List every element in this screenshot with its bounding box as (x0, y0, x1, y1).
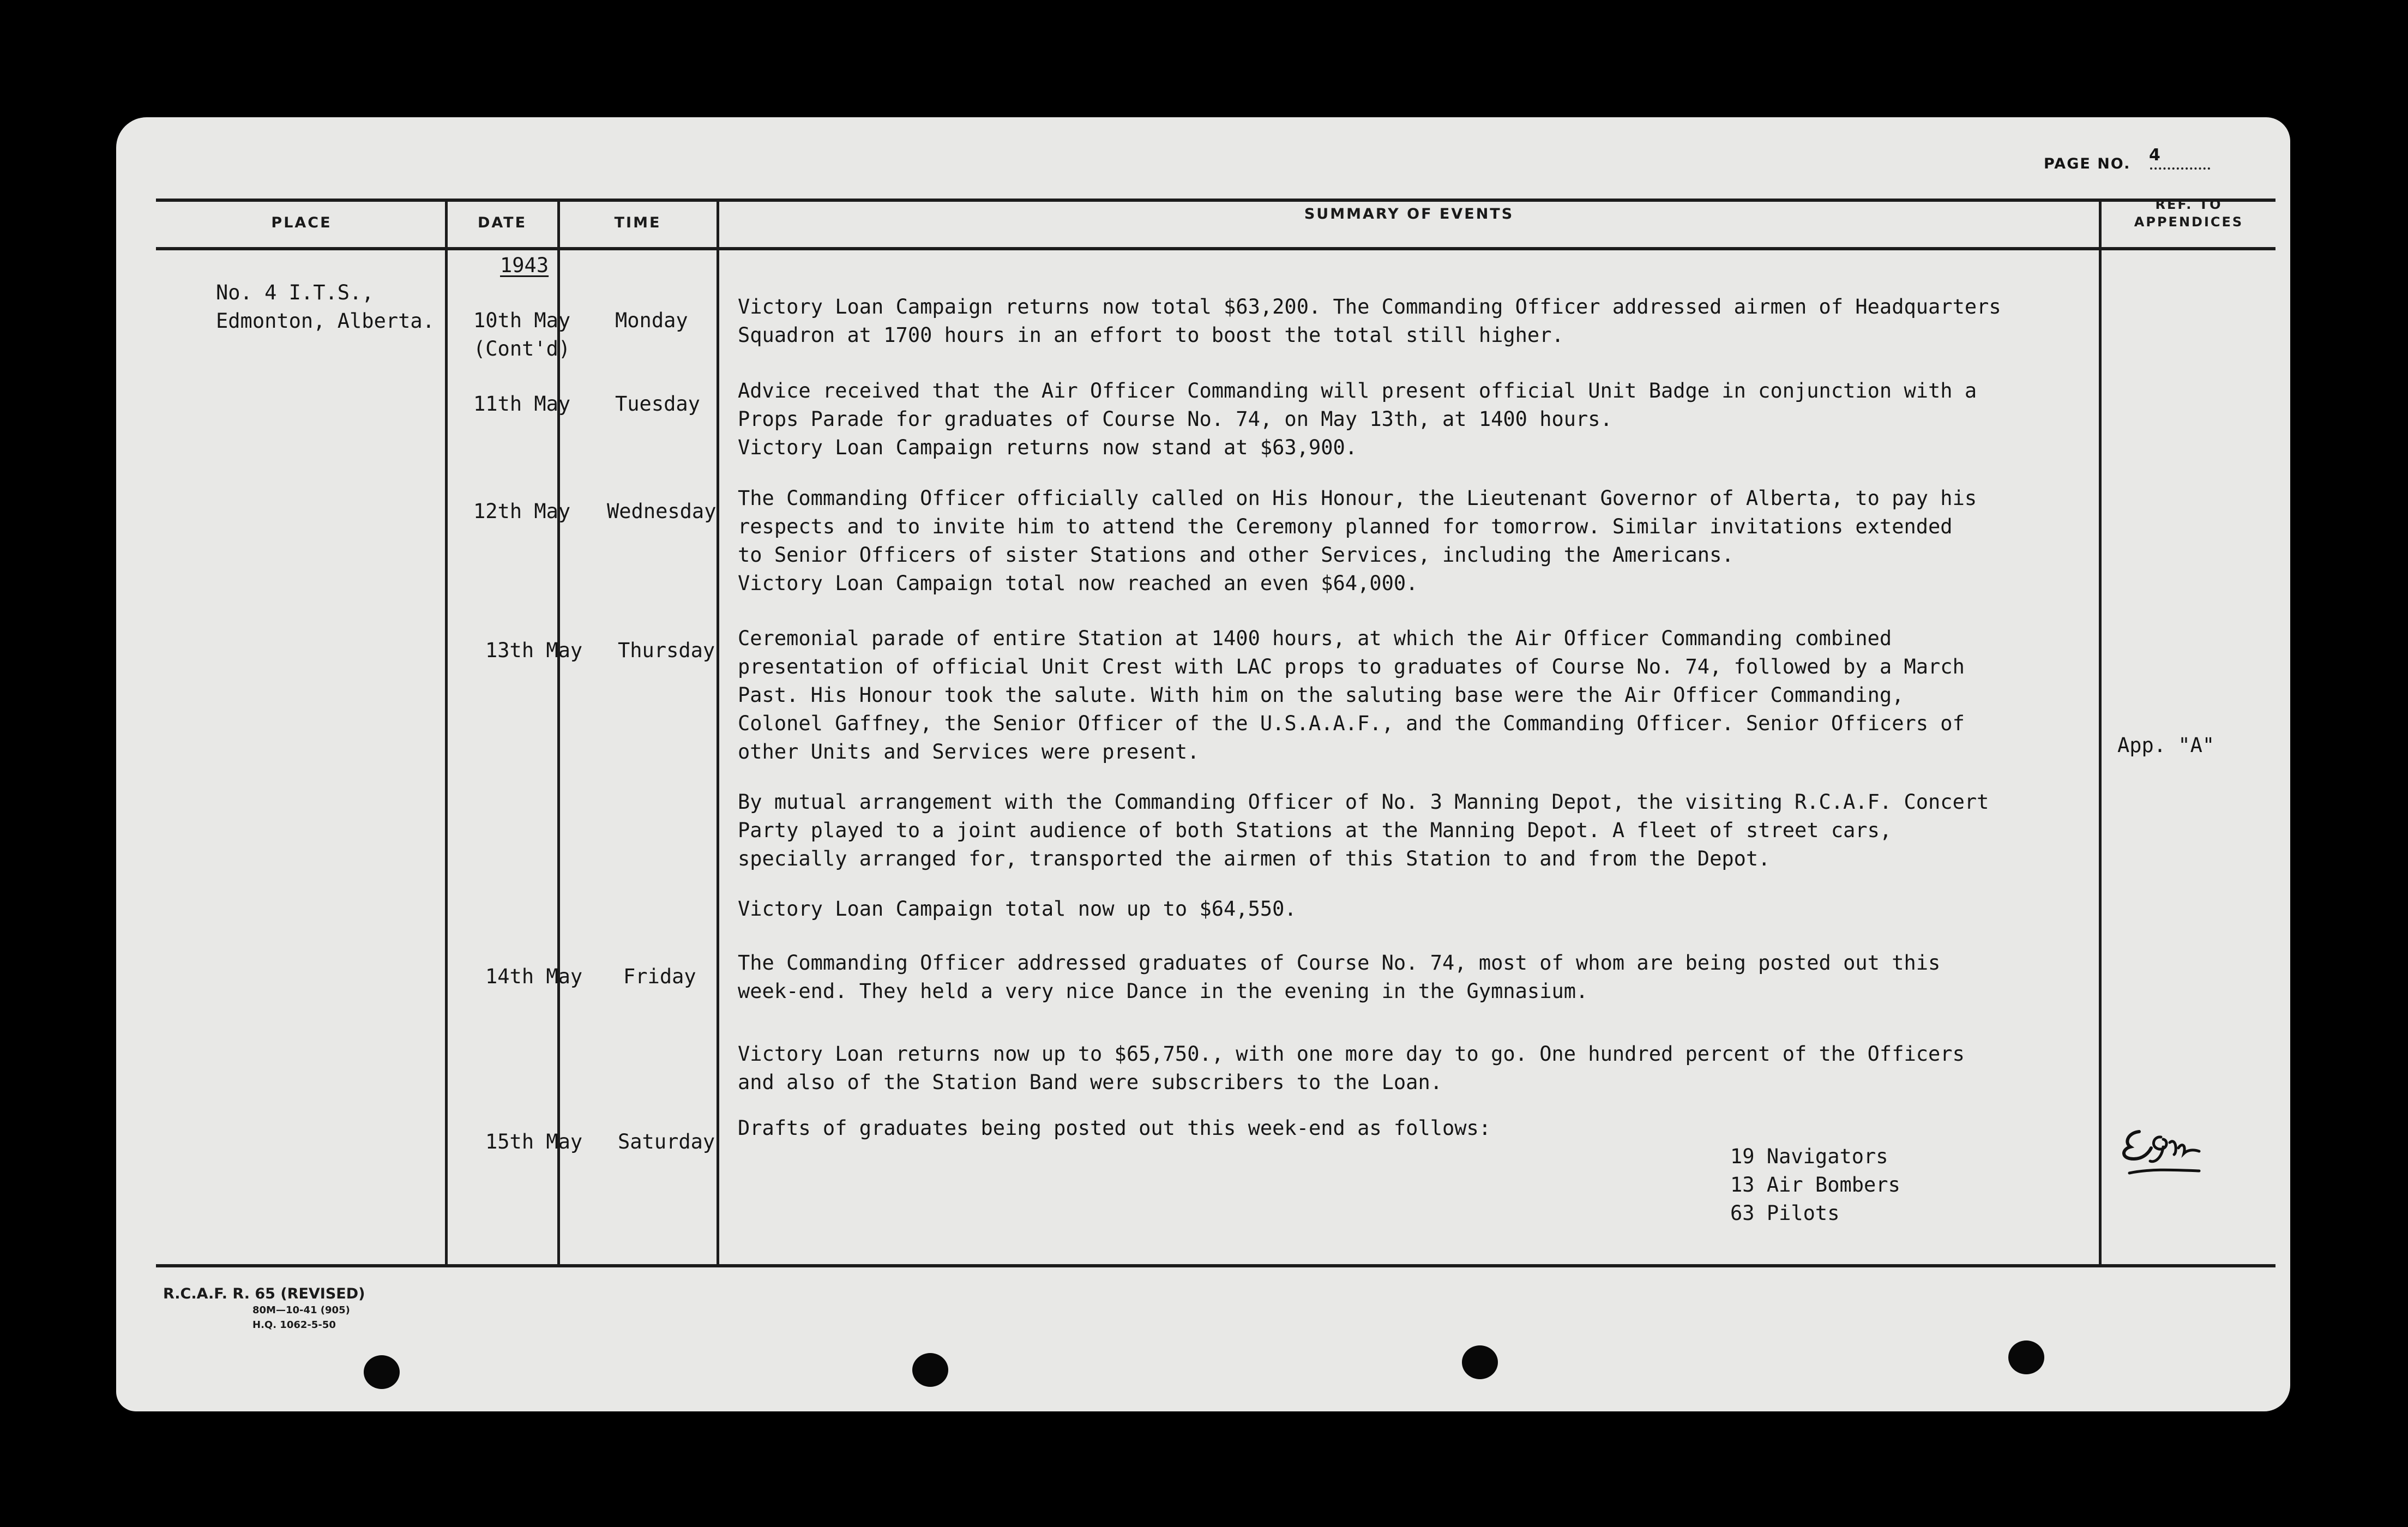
header-ref-line1: REF. TO (2155, 197, 2223, 212)
entry-summary: Drafts of graduates being posted out this week-end as follows: (738, 1116, 1491, 1140)
entry-summary: The Commanding Officer officially called on His Honour, the Lieutenant Governor of Alberta, to pay his respects and to invite him to attend the Ceremony planned for tomorrow. Similar invitations extended to Senior Officers of sister Stations and other Services, including the Americans. Victory Loan Campaign total now reached an even $64,000. (738, 486, 1977, 595)
year-label: 1943 (500, 254, 549, 277)
entry-date: 14th May (485, 965, 583, 988)
place-line2: Edmonton, Alberta. (216, 309, 435, 333)
form-number: R.C.A.F. R. 65 (REVISED) (163, 1285, 365, 1302)
entry-date: 15th May (485, 1130, 583, 1153)
column-rule-summary-ref (2099, 199, 2102, 1267)
column-rule-place-date (445, 199, 448, 1267)
header-time: TIME (614, 214, 661, 231)
entry-day: Tuesday (615, 392, 700, 416)
entry-summary-para2: Victory Loan returns now up to $65,750., with one more day to go. One hundred percent of the Officers and also of the Station Band were subscribers to the Loan. (738, 1042, 1965, 1094)
header-date: DATE (477, 214, 527, 231)
entry-date: 12th May (473, 500, 571, 523)
draft-list: 19 Navigators 13 Air Bombers 63 Pilots (1730, 1145, 1900, 1225)
header-ref-line2: APPENDICES (2134, 214, 2244, 230)
entry-date: 11th May (473, 392, 571, 416)
form-print-run: 80M—10-41 (905) (252, 1304, 350, 1316)
entry-day: Friday (623, 965, 696, 988)
entry-summary: Ceremonial parade of entire Station at 1400 hours, at which the Air Officer Commanding combined presentation of official Unit Crest with LAC props to graduates of Course No. 74, followed by a March Past. His Honour took the salute. With him on the saluting base were the Air Officer Commanding, Colonel Gaffney, the Senior Officer of the U.S.A.A.F., and the Commanding Officer. Senior Officers of other Units and Services were present. (738, 627, 1965, 764)
place-line1: No. 4 I.T.S., (216, 281, 374, 304)
binder-hole (2008, 1340, 2044, 1374)
entry-day: Thursday (618, 639, 715, 662)
binder-hole (1462, 1345, 1498, 1379)
appendix-reference: App. "A" (2117, 734, 2215, 757)
header-top-rule (156, 199, 2275, 202)
entry-summary: Advice received that the Air Officer Commanding will present official Unit Badge in conjunction with a Props Parade for graduates of Course No. 74, on May 13th, at 1400 hours. Victory Loan Campaign returns now stand at $63,900. (738, 379, 1977, 459)
diary-sheet (116, 117, 2290, 1411)
entry-date: 10th May (473, 309, 571, 332)
header-summary: SUMMARY OF EVENTS (1304, 206, 1514, 223)
page-number-dots (2150, 167, 2210, 170)
entry-summary: Victory Loan Campaign returns now total $63,200. The Commanding Officer addressed airmen of Headquarters Squadron at 1700 hours in an effort to boost the total still higher. (738, 295, 2001, 347)
page-number-label: PAGE NO. (2044, 155, 2131, 172)
header-bottom-rule (156, 247, 2275, 250)
binder-hole (912, 1353, 948, 1387)
table-bottom-rule (156, 1264, 2275, 1267)
column-rule-time-summary (717, 199, 719, 1267)
entry-summary-para3: Victory Loan Campaign total now up to $64,550. (738, 897, 1297, 921)
header-place: PLACE (271, 214, 332, 231)
entry-day: Saturday (618, 1130, 715, 1153)
entry-date: 13th May (485, 639, 583, 662)
page-number-value: 4 (2149, 146, 2160, 165)
entry-summary: The Commanding Officer addressed graduates of Course No. 74, most of whom are being posted out this week-end. They held a very nice Dance in the evening in the Gymnasium. (738, 951, 1941, 1003)
entry-date-note: (Cont'd) (473, 337, 571, 360)
entry-day: Wednesday (607, 500, 717, 523)
handwritten-initials (2117, 1121, 2210, 1181)
form-hq-file: H.Q. 1062-5-50 (252, 1319, 336, 1331)
entry-day: Monday (615, 309, 688, 332)
binder-hole (364, 1355, 400, 1389)
entry-summary-para2: By mutual arrangement with the Commanding Officer of No. 3 Manning Depot, the visiting R.C.A.F. Concert Party played to a joint audience of both Stations at the Manning Depot. A fleet of street cars, specially arranged for, transported the airmen of this Station to and from the Depot. (738, 790, 1989, 870)
